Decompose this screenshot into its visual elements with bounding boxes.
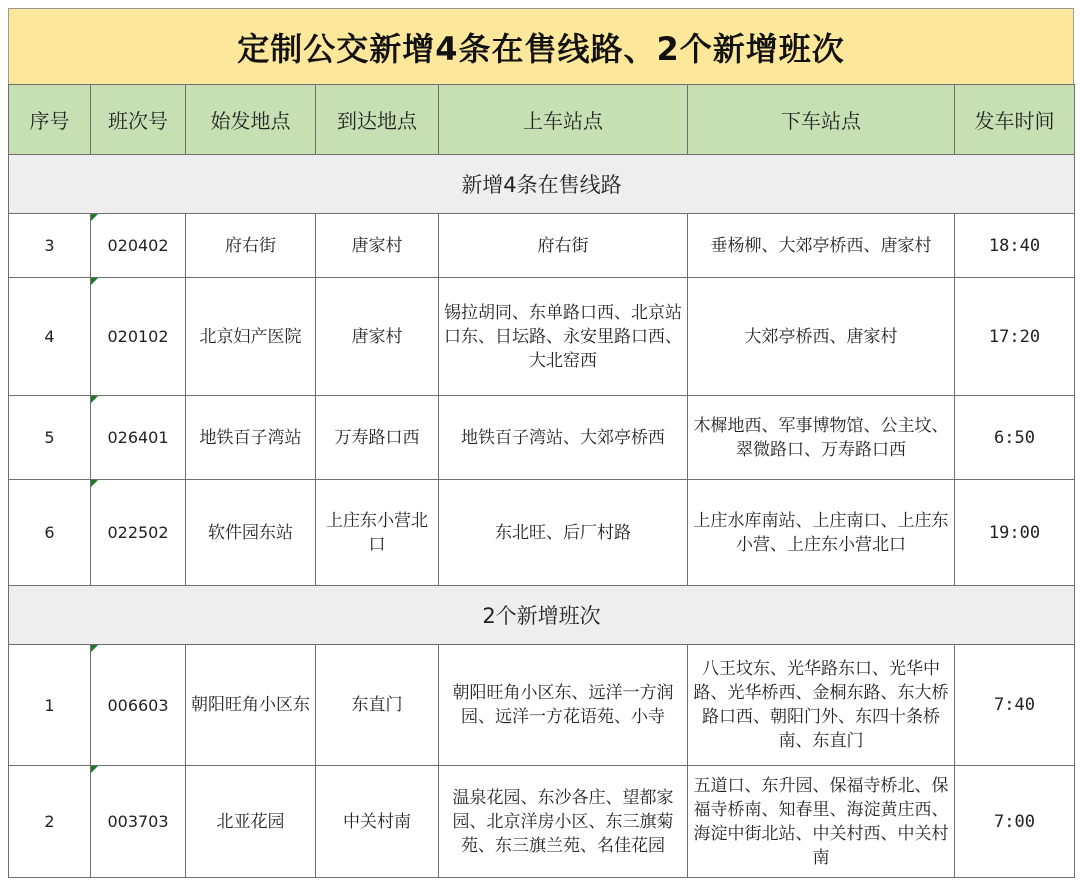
row-alight: 大郊亭桥西、唐家村 (688, 278, 955, 396)
comment-flag-icon (91, 645, 98, 652)
comment-flag-icon (91, 214, 98, 221)
row-origin: 府右街 (186, 214, 316, 278)
col-header-origin: 始发地点 (186, 85, 316, 155)
row-no: 2 (9, 766, 91, 878)
col-header-no: 序号 (9, 85, 91, 155)
row-no: 3 (9, 214, 91, 278)
row-dest: 唐家村 (316, 278, 439, 396)
row-time: 19:00 (955, 480, 1075, 586)
row-dest: 唐家村 (316, 214, 439, 278)
row-code: 022502 (91, 480, 186, 586)
table-row (9, 278, 1075, 396)
row-board: 锡拉胡同、东单路口西、北京站口东、日坛路、永安里路口西、大北窑西 (439, 278, 688, 396)
table-row (9, 766, 1075, 878)
row-alight: 垂杨柳、大郊亭桥西、唐家村 (688, 214, 955, 278)
row-origin: 地铁百子湾站 (186, 396, 316, 480)
row-alight: 木樨地西、军事博物馆、公主坟、翠微路口、万寿路口西 (688, 396, 955, 480)
row-no: 5 (9, 396, 91, 480)
row-board: 东北旺、后厂村路 (439, 480, 688, 586)
comment-flag-icon (91, 480, 98, 487)
row-no: 6 (9, 480, 91, 586)
row-origin: 北京妇产医院 (186, 278, 316, 396)
row-alight: 八王坟东、光华路东口、光华中路、光华桥西、金桐东路、东大桥路口西、朝阳门外、东四十条桥南、东直门 (688, 645, 955, 766)
col-header-board: 上车站点 (439, 85, 688, 155)
col-header-alight: 下车站点 (688, 85, 955, 155)
row-alight: 上庄水库南站、上庄南口、上庄东小营、上庄东小营北口 (688, 480, 955, 586)
row-time: 7:40 (955, 645, 1075, 766)
row-board: 府右街 (439, 214, 688, 278)
row-origin: 朝阳旺角小区东 (186, 645, 316, 766)
table-row (9, 480, 1075, 586)
col-header-dest: 到达地点 (316, 85, 439, 155)
row-code: 026401 (91, 396, 186, 480)
table-row (9, 645, 1075, 766)
comment-flag-icon (91, 396, 98, 403)
comment-flag-icon (91, 278, 98, 285)
row-alight: 五道口、东升园、保福寺桥北、保福寺桥南、知春里、海淀黄庄西、海淀中街北站、中关村西、中关村南 (688, 766, 955, 878)
row-dest: 万寿路口西 (316, 396, 439, 480)
row-board: 温泉花园、东沙各庄、望都家园、北京洋房小区、东三旗菊苑、东三旗兰苑、名佳花园 (439, 766, 688, 878)
table-row (9, 396, 1075, 480)
section-label: 新增4条在售线路 (9, 155, 1075, 214)
row-code: 006603 (91, 645, 186, 766)
row-time: 17:20 (955, 278, 1075, 396)
header-row (9, 85, 1075, 155)
comment-flag-icon (91, 766, 98, 773)
section-row-new-trips (9, 586, 1075, 645)
row-board: 朝阳旺角小区东、远洋一方润园、远洋一方花语苑、小寺 (439, 645, 688, 766)
route-table (8, 84, 1075, 878)
section-row-new-routes (9, 155, 1075, 214)
table-row (9, 214, 1075, 278)
row-time: 18:40 (955, 214, 1075, 278)
row-time: 6:50 (955, 396, 1075, 480)
row-no: 4 (9, 278, 91, 396)
row-origin: 北亚花园 (186, 766, 316, 878)
row-dest: 中关村南 (316, 766, 439, 878)
row-code: 003703 (91, 766, 186, 878)
schedule-sheet (8, 8, 1074, 878)
col-header-time: 发车时间 (955, 85, 1075, 155)
row-code: 020102 (91, 278, 186, 396)
row-origin: 软件园东站 (186, 480, 316, 586)
row-time: 7:00 (955, 766, 1075, 878)
row-code: 020402 (91, 214, 186, 278)
row-no: 1 (9, 645, 91, 766)
row-dest: 上庄东小营北口 (316, 480, 439, 586)
col-header-code: 班次号 (91, 85, 186, 155)
row-dest: 东直门 (316, 645, 439, 766)
row-board: 地铁百子湾站、大郊亭桥西 (439, 396, 688, 480)
page-title: 定制公交新增4条在售线路、2个新增班次 (8, 8, 1074, 85)
section-label: 2个新增班次 (9, 586, 1075, 645)
